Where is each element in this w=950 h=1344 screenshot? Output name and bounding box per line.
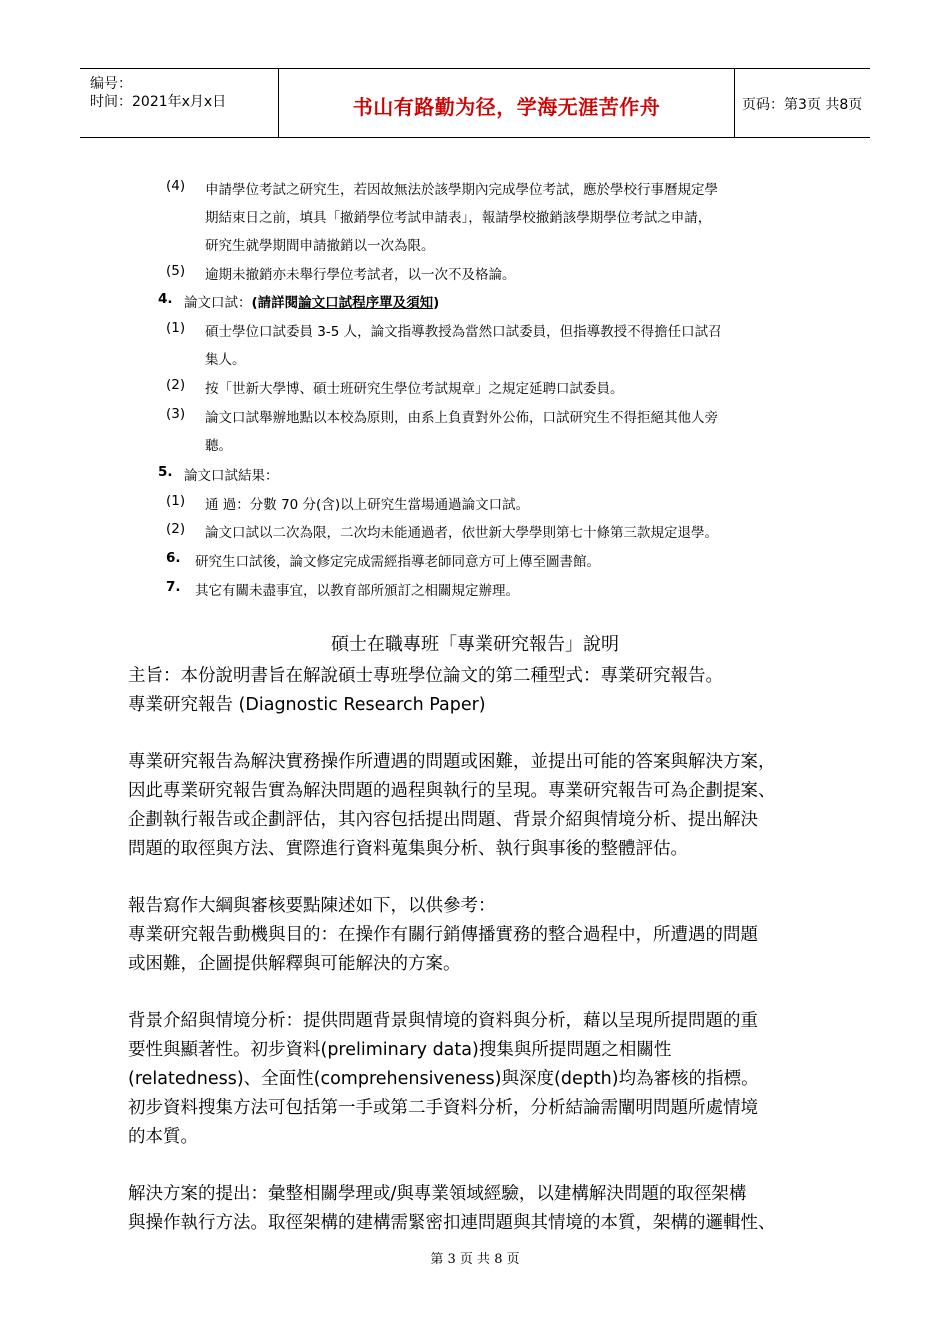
page-label: 页码：第3页 共8页 (742, 97, 863, 113)
note-link[interactable]: 論文口試程序單及須知 (298, 295, 434, 311)
article-line: 背景介紹與情境分析：提供問題背景與情境的資料與分析，藉以呈現所提問題的重 (128, 1011, 758, 1031)
article-line: 專業研究報告為解決實務操作所遭遇的問題或困難，並提出可能的答案與解決方案， (128, 752, 776, 772)
section-label: 論文口試： (184, 295, 252, 311)
motto: 书山有路勤为径，学海无涯苦作舟 (352, 95, 661, 119)
text-line: 期結束日之前，填具「撤銷學位考試申請表」，報請學校撤銷該學期學位考試之申請， (205, 210, 712, 226)
article-line: 初步資料搜集方法可包括第一手或第二手資料分析，分析結論需闡明問題所處情境 (128, 1098, 758, 1118)
text-line: 申請學位考試之研究生，若因故無法於該學期內完成學位考試，應於學校行事曆規定學 (205, 182, 718, 198)
article-line: 專業研究報告動機與目的：在操作有關行銷傳播實務的整合過程中，所遭遇的問題 (128, 925, 758, 945)
section-label: 論文口試結果： (184, 468, 279, 484)
article-line: 因此專業研究報告實為解決問題的過程與執行的呈現。專業研究報告可為企劃提案、 (128, 781, 776, 801)
item-number: (4) (166, 178, 186, 194)
text-line: 集人。 (205, 352, 246, 368)
article-line: (relatedness)、全面性(comprehensiveness)與深度(depth)均為審核的指標。 (128, 1069, 759, 1089)
article-title: 碩士在職專班「專業研究報告」說明 (331, 634, 619, 655)
article-line: 的本質。 (128, 1127, 198, 1147)
section-number: 7. (166, 579, 181, 595)
header-meta-cell (80, 69, 278, 137)
article-line: 與操作執行方法。取徑架構的建構需緊密扣連問題與其情境的本質，架構的邏輯性、 (128, 1213, 776, 1233)
article-line: 報告寫作大綱與審核要點陳述如下，以供參考： (128, 896, 496, 916)
item-number: (3) (166, 406, 186, 422)
article-line: 專業研究報告 (Diagnostic Research Paper) (128, 695, 486, 715)
section-number: 4. (158, 291, 173, 307)
section-number: 6. (166, 550, 181, 566)
section-heading (184, 291, 439, 311)
header-motto-cell (278, 69, 735, 137)
note-open: (請詳閱 (251, 295, 299, 311)
note-close: ) (433, 295, 440, 311)
header-page-cell (734, 69, 870, 137)
article-line: 解決方案的提出：彙整相關學理或/與專業領域經驗，以建構解決問題的取徑架構 (128, 1184, 747, 1204)
item-number: (2) (166, 377, 186, 393)
text-line: 聽。 (205, 438, 232, 454)
date-label: 时间：2021年x月x日 (90, 94, 227, 110)
article-line: 或困難，企圖提供解釋與可能解決的方案。 (128, 954, 461, 974)
item-number: (1) (166, 493, 186, 509)
text-line: 論文口試以二次為限，二次均未能通過者，依世新大學學則第七十條第三款規定退學。 (205, 525, 718, 541)
text-line: 通 過：分數 70 分(含)以上研究生當場通過論文口試。 (205, 497, 530, 513)
page-header (80, 68, 870, 138)
text-line: 研究生口試後，論文修定完成需經指導老師同意方可上傳至圖書館。 (195, 554, 600, 570)
text-line: 碩士學位口試委員 3-5 人，論文指導教授為當然口試委員，但指導教授不得擔任口試召 (205, 324, 722, 340)
section-number: 5. (158, 464, 173, 480)
item-number: (2) (166, 521, 186, 537)
article-line: 問題的取徑與方法、實際進行資料蒐集與分析、執行與事後的整體評估。 (128, 839, 688, 859)
text-line: 研究生就學期間申請撤銷以一次為限。 (205, 238, 435, 254)
item-number: (1) (166, 320, 186, 336)
article-line: 主旨：本份說明書旨在解說碩士專班學位論文的第二種型式：專業研究報告。 (128, 666, 723, 686)
text-line: 按「世新大學博、碩士班研究生學位考試規章」之規定延聘口試委員。 (205, 381, 624, 397)
item-number: (5) (166, 263, 186, 279)
text-line: 其它有關未盡事宜，以教育部所頒訂之相關規定辦理。 (195, 583, 519, 599)
text-line: 逾期未撤銷亦未舉行學位考試者，以一次不及格論。 (205, 267, 516, 283)
text-line: 論文口試舉辦地點以本校為原則，由系上負責對外公佈，口試研究生不得拒絕其他人旁 (205, 410, 718, 426)
code-label: 编号： (90, 76, 132, 92)
page-footer: 第 3 页 共 8 页 (430, 1252, 520, 1267)
article-line: 要性與顯著性。初步資料(preliminary data)搜集與所提問題之相關性 (128, 1040, 672, 1060)
article-line: 企劃執行報告或企劃評估，其內容包括提出問題、背景介紹與情境分析、提出解決 (128, 810, 758, 830)
